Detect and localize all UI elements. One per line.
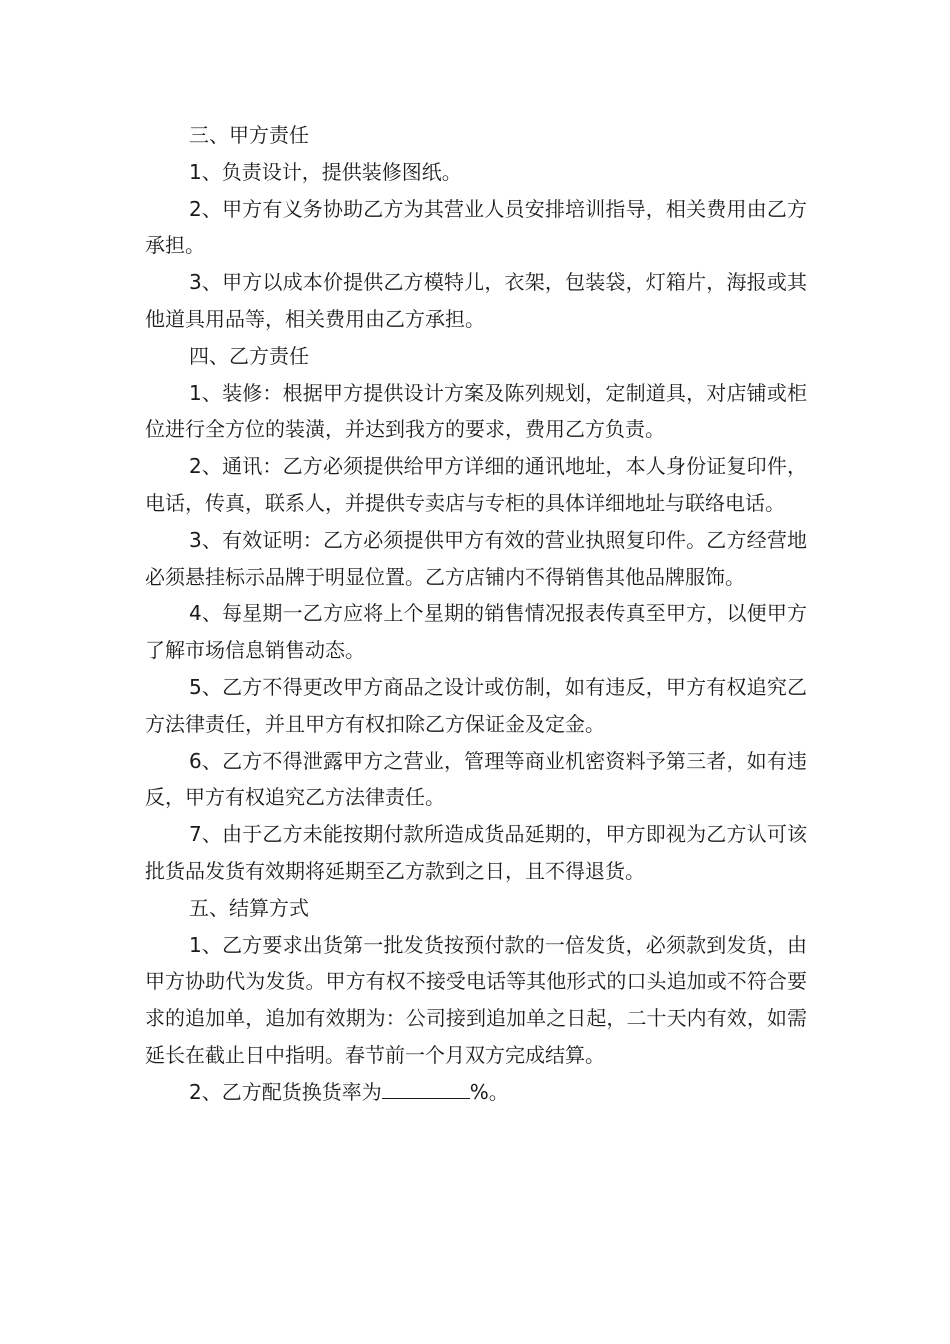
- section-heading-party-a: 三、甲方责任: [189, 123, 309, 147]
- party-a-item-2: 2、甲方有义务协助乙方为其营业人员安排培训指导，相关费用由乙方承担。: [145, 196, 807, 258]
- party-b-item-6: 6、乙方不得泄露甲方之营业，管理等商业机密资料予第三者，如有违反，甲方有权追究乙方法律责任。: [145, 748, 807, 810]
- party-b-item-4: 4、每星期一乙方应将上个星期的销售情况报表传真至甲方，以便甲方了解市场信息销售动态。: [145, 601, 807, 663]
- settlement-item-2-suffix: %。: [469, 1079, 509, 1104]
- party-b-item-3: 3、有效证明：乙方必须提供甲方有效的营业执照复印件。乙方经营地必须悬挂标示品牌于明显位置。乙方店铺内不得销售其他品牌服饰。: [145, 527, 807, 589]
- section-heading-settlement: 五、结算方式: [189, 895, 309, 920]
- document-body: [145, 117, 807, 1111]
- party-b-item-5: 5、乙方不得更改甲方商品之设计或仿制，如有违反，甲方有权追究乙方法律责任，并且甲方有权扣除乙方保证金及定金。: [145, 674, 807, 736]
- party-b-item-1: 1、装修：根据甲方提供设计方案及陈列规划，定制道具，对店铺或柜位进行全方位的装潢，并达到我方的要求，费用乙方负责。: [145, 380, 807, 442]
- settlement-item-1: 1、乙方要求出货第一批发货按预付款的一倍发货，必须款到发货，由甲方协助代为发货。甲方有权不接受电话等其他形式的口头追加或不符合要求的追加单，追加有效期为：公司接到追加单之日起，二十天内有效，如需延长在截止日中指明。春节前一个月双方完成结算。: [145, 932, 807, 1067]
- settlement-item-2-prefix: 2、乙方配货换货率为: [189, 1079, 382, 1104]
- fill-in-blank: [382, 1074, 470, 1099]
- settlement-item-2: [145, 1074, 807, 1111]
- party-a-item-1: 1、负责设计，提供装修图纸。: [189, 159, 462, 184]
- party-b-item-2: 2、通讯：乙方必须提供给甲方详细的通讯地址，本人身份证复印件，电话，传真，联系人，并提供专卖店与专柜的具体详细地址与联络电话。: [145, 454, 807, 515]
- party-b-item-7: 7、由于乙方未能按期付款所造成货品延期的，甲方即视为乙方认可该批货品发货有效期将延期至乙方款到之日，且不得退货。: [145, 822, 807, 883]
- section-heading-party-b: 四、乙方责任: [189, 343, 309, 368]
- party-a-item-3: 3、甲方以成本价提供乙方模特儿，衣架，包装袋，灯箱片，海报或其他道具用品等，相关费用由乙方承担。: [145, 270, 807, 331]
